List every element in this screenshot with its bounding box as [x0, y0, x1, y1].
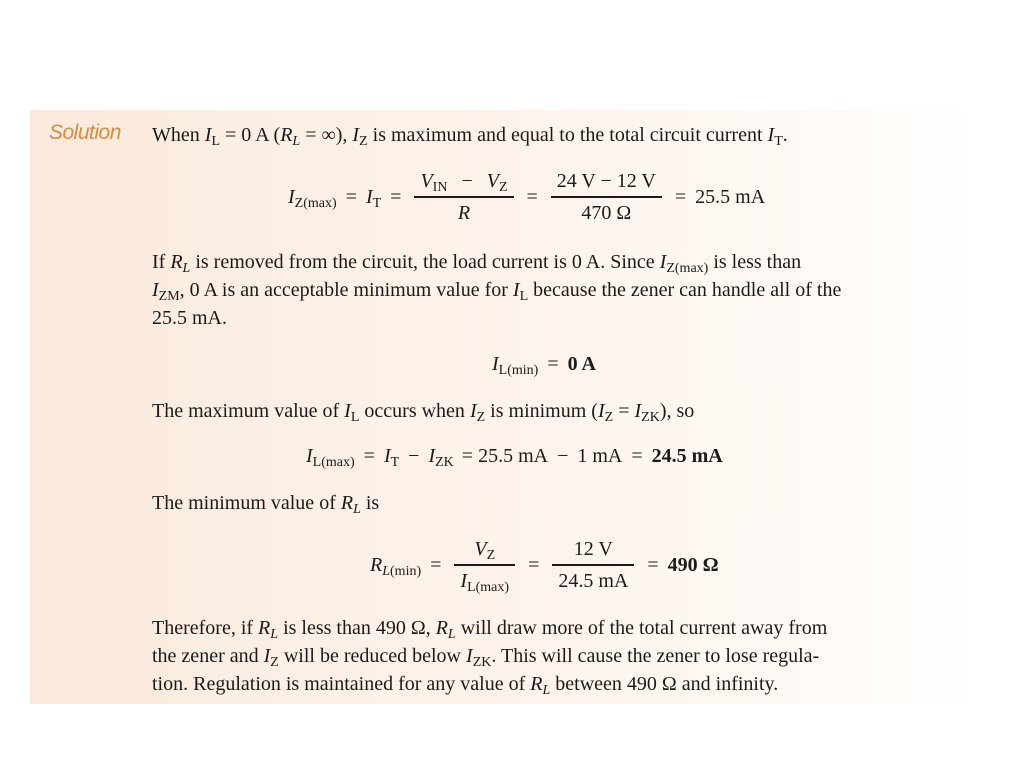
paragraph-intro: When $I_L = 0$ A ($R_L$ = ∞), $I_Z$ is maximum and equal to the total circuit current $I_T$. — [152, 124, 788, 149]
equation-rl-min: $R_{L(min)}$ = $\frac{V_Z}{I_{L(max)}}$ = $\frac{12 V}{24.5 mA}$ = 490 Ω — [370, 538, 719, 595]
result-il-max: 24.5 mA — [651, 444, 723, 467]
result-rl-min: 490 Ω — [667, 553, 719, 576]
paragraph-conclusion: Therefore, if $R_L$ is less than 490 Ω, $R_L$ will draw more of the total current away from the zener and $I_Z$ will be reduced below $I_{ZK}$. This will cause the zener to lose regula- tion. Regulation is maintained for any value of $R_L$ between 490 Ω and infinity. — [152, 617, 828, 698]
fraction-numeric: $\frac{24 V - 12 V}{470 \Omega}$ — [551, 169, 662, 224]
equation-il-max: $I_{L(max)}$ = $I_T$ − $I_{ZK}$ = 25.5 mA − 1 mA = 24.5 mA — [306, 444, 723, 470]
paragraph-min-rl: The minimum value of $R_L$ is — [152, 492, 380, 517]
paragraph-rl-removed: If $R_L$ is removed from the circuit, the load current is 0 A. Since $I_{Z(max)}$ is less than $I_{ZM}$, 0 A is an acceptable minimum value for $I_L$ because the zener can handle all of the 25.5 mA. — [152, 251, 842, 329]
equation-il-min: $I_{L(min)}$ = 0 A — [492, 352, 596, 378]
solution-label: Solution — [49, 121, 121, 144]
fraction-numeric-rl: $\frac{12 V}{24.5 mA}$ — [552, 537, 634, 592]
fraction-vin-vz-over-r: $\frac{V_{IN} - V_Z}{R}$ — [414, 169, 513, 224]
fraction-vz-over-il-max: $\frac{V_Z}{I_{L(max)}}$ — [454, 537, 515, 592]
result-iz-max: 25.5 mA — [695, 185, 766, 208]
equation-iz-max: $I_{Z(max)}$ = $I_T$ = $\frac{V_{IN} - V_Z}{R}$ = $\frac{24 V - 12 V}{470 \Omega}$ = 25.5 mA — [288, 170, 766, 224]
paragraph-max-il: The maximum value of $I_L$ occurs when $I_Z$ is minimum $(I_Z = I_{ZK})$, so — [152, 400, 695, 425]
